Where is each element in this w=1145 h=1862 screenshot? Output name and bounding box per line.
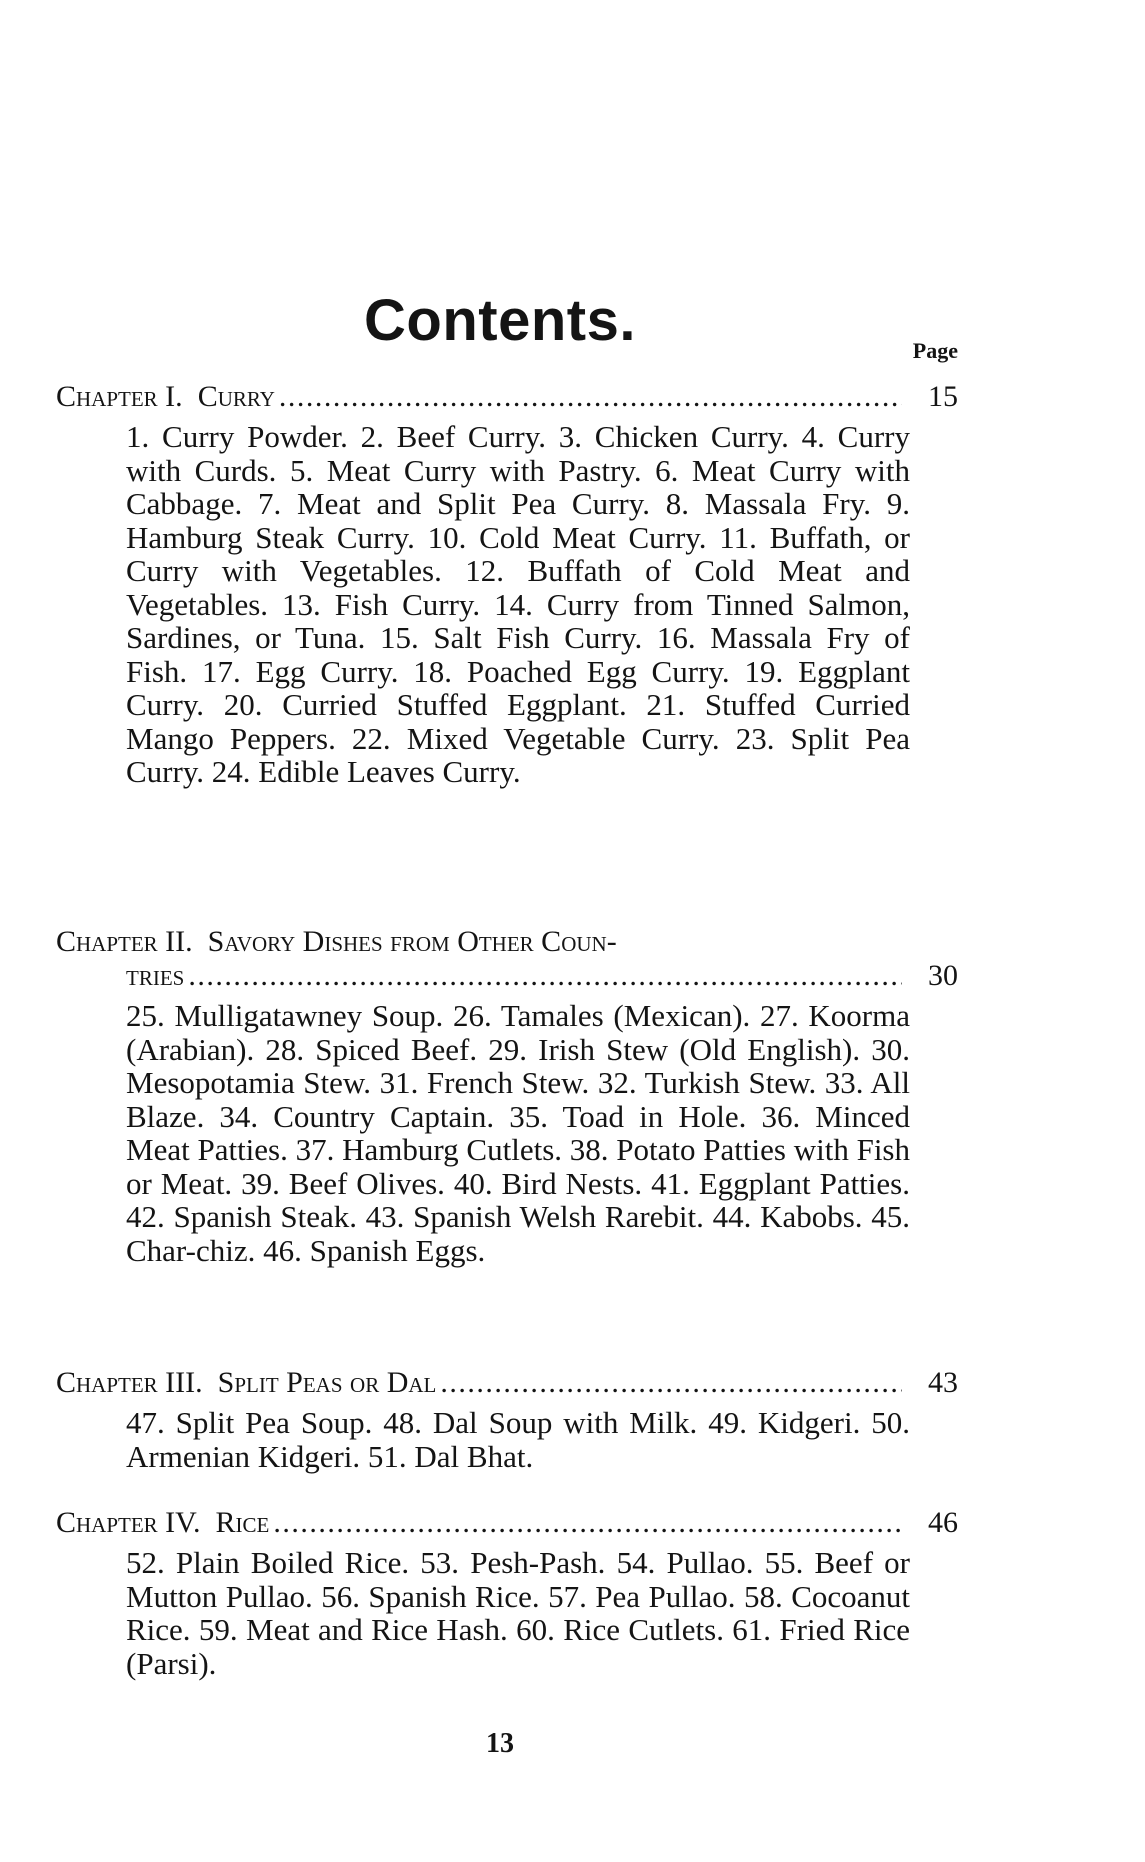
chapter-page-number: 30 bbox=[928, 959, 958, 992]
chapter-label: Chapter III. bbox=[56, 1366, 203, 1399]
recipe-list: 1. Curry Powder. 2. Beef Curry. 3. Chicken Curry. 4. Curry with Curds. 5. Meat Curry with Pastry. 6. Meat Curry with Cabbage. 7. Meat and Split Pea Curry. 8. Massala Fry. 9. Hamburg Steak Curry. 10. Cold Meat Curry. 11. Buffath, or Curry with Vegetables. 12. Buffath of Cold Meat and Vegetables. 13. Fish Curry. 14. Curry from Tinned Salmon, Sardines, or Tuna. 15. Salt Fish Curry. 16. Massala Fry of Fish. 17. Egg Curry. 18. Poached Egg Curry. 19. Eggplant Curry. 20. Curried Stuffed Eggplant. 21. Stuffed Curried Mango Peppers. 22. Mixed Vegetable Curry. 23. Split Pea Curry. 24. Edible Leaves Curry. bbox=[126, 419, 910, 789]
dot-leader bbox=[273, 1506, 902, 1540]
chapter-title: Rice bbox=[215, 1506, 270, 1539]
chapter-title: Split Peas or Dal bbox=[217, 1366, 437, 1399]
chapter-2 bbox=[56, 925, 958, 1267]
page-title: Contents. bbox=[364, 287, 636, 353]
recipe-list: 47. Split Pea Soup. 48. Dal Soup with Milk. 49. Kidgeri. 50. Armenian Kidgeri. 51. Dal Bhat. bbox=[126, 1405, 910, 1474]
page-number: 13 bbox=[486, 1728, 514, 1759]
dot-leader bbox=[188, 959, 902, 993]
chapter-label: Chapter I. bbox=[56, 380, 183, 413]
chapter-label: Chapter IV. bbox=[56, 1506, 201, 1539]
chapter-page-number: 15 bbox=[928, 380, 958, 413]
chapter-4 bbox=[56, 1506, 958, 1680]
chapter-heading-continued bbox=[56, 959, 958, 993]
chapter-title-continued: tries bbox=[126, 959, 185, 992]
chapter-label: Chapter II. bbox=[56, 925, 193, 958]
chapter-page-number: 43 bbox=[928, 1366, 958, 1399]
chapter-heading bbox=[56, 380, 958, 414]
page-column-header: Page bbox=[912, 338, 958, 363]
chapter-3 bbox=[56, 1366, 958, 1473]
chapter-heading bbox=[56, 1366, 958, 1400]
chapter-heading bbox=[56, 1506, 958, 1540]
dot-leader bbox=[440, 1366, 902, 1400]
chapter-title: Savory Dishes from Other Coun- bbox=[207, 925, 617, 958]
chapter-page-number: 46 bbox=[928, 1506, 958, 1539]
chapter-1 bbox=[56, 380, 958, 789]
recipe-list: 52. Plain Boiled Rice. 53. Pesh-Pash. 54. Pullao. 55. Beef or Mutton Pullao. 56. Spanish Rice. 57. Pea Pullao. 58. Cocoanut Rice. 59. Meat and Rice Hash. 60. Rice Cutlets. 61. Fried Rice (Parsi). bbox=[126, 1545, 910, 1681]
dot-leader bbox=[279, 380, 902, 414]
chapter-heading bbox=[56, 925, 958, 959]
chapter-title: Curry bbox=[197, 380, 275, 413]
recipe-list: 25. Mulligatawney Soup. 26. Tamales (Mexican). 27. Koorma (Arabian). 28. Spiced Beef. 29. Irish Stew (Old English). 30. Mesopotamia Stew. 31. French Stew. 32. Turkish Stew. 33. All Blaze. 34. Country Captain. 35. Toad in Hole. 36. Minced Meat Patties. 37. Hamburg Cutlets. 38. Potato Patties with Fish or Meat. 39. Beef Olives. 40. Bird Nests. 41. Eggplant Patties. 42. Spanish Steak. 43. Spanish Welsh Rarebit. 44. Kabobs. 45. Char-chiz. 46. Spanish Eggs. bbox=[126, 998, 910, 1268]
